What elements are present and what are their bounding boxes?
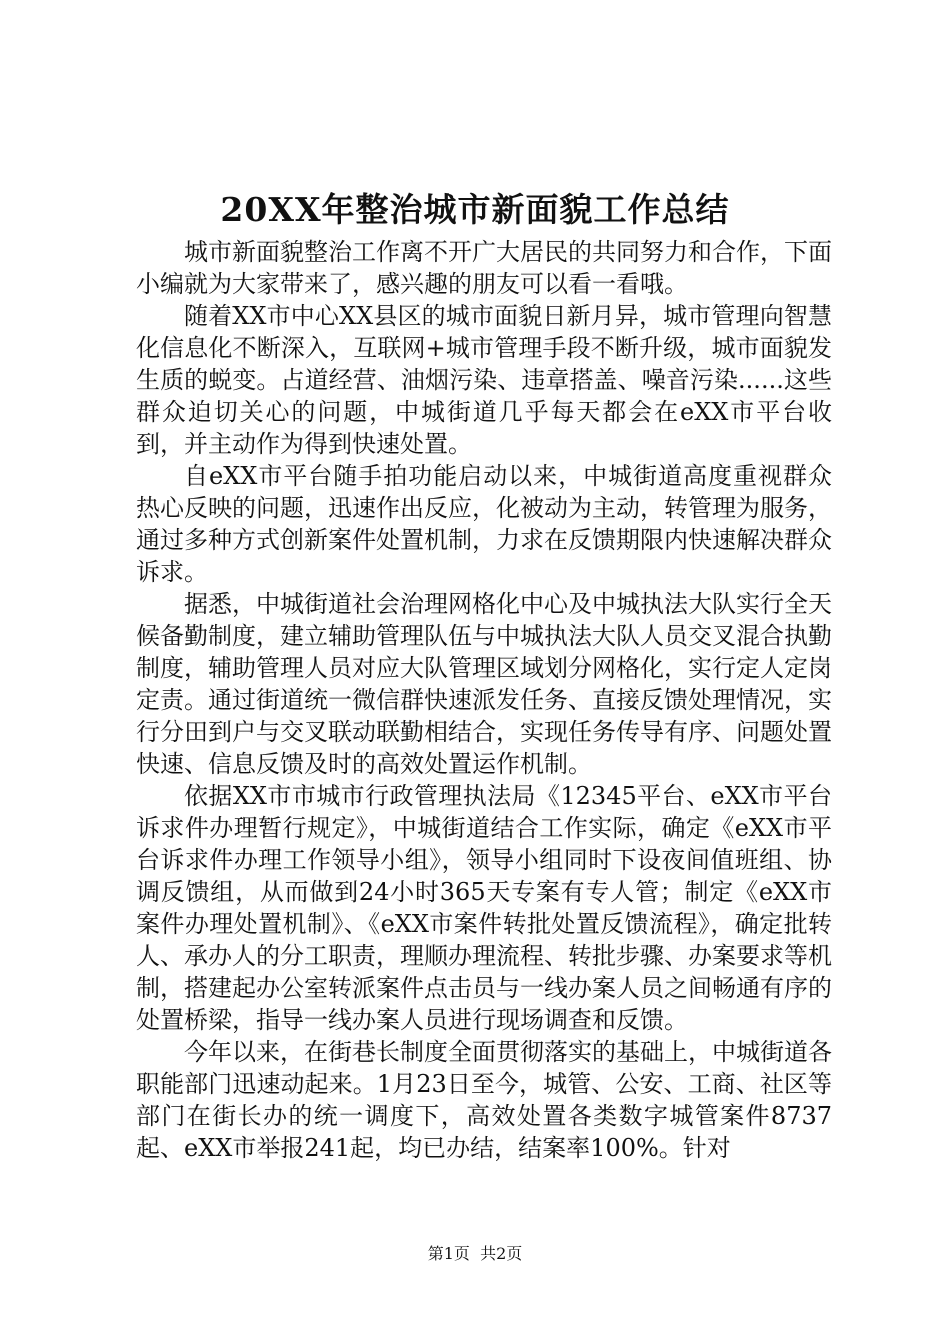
- paragraph-platform-launch: 自eXX市平台随手拍功能启动以来，中城街道高度重视群众热心反映的问题，迅速作出反应，化被动为主动，转管理为服务，通过多种方式创新案件处置机制，力求在反馈期限内快速解决群众诉求。: [136, 462, 832, 586]
- paragraph-regulations: 依据XX市市城市行政管理执法局《12345平台、eXX市平台诉求件办理暂行规定》，中城街道结合工作实际，确定《eXX市平台诉求件办理工作领导小组》，领导小组同时下设夜间值班组、协调反馈组，从而做到24小时365天专案有专人管；制定《eXX市案件办理处置机制》、《eXX市案件转批处置反馈流程》，确定批转人、承办人的分工职责，理顺办理流程、转批步骤、办案要求等机制，搭建起办公室转派案件点击员与一线办案人员之间畅通有序的处置桥梁，指导一线办案人员进行现场调查和反馈。: [136, 782, 832, 1034]
- page-number-footer: 第1页 共2页: [427, 1244, 523, 1263]
- paragraph-city-appearance: 随着XX市中心XX县区的城市面貌日新月异，城市管理向智慧化信息化不断深入，互联网+城市管理手段不断升级，城市面貌发生质的蜕变。占道经营、油烟污染、违章搭盖、噪音污染......这些群众迫切关心的问题，中城街道几乎每天都会在eXX市平台收到，并主动作为得到快速处置。: [136, 302, 832, 458]
- document-body: [136, 236, 832, 1164]
- paragraph-intro: 城市新面貌整治工作离不开广大居民的共同努力和合作，下面小编就为大家带来了，感兴趣的朋友可以看一看哦。: [136, 238, 832, 298]
- document-title: 20XX年整治城市新面貌工作总结: [220, 190, 730, 229]
- paragraph-this-year: 今年以来，在街巷长制度全面贯彻落实的基础上，中城街道各职能部门迅速动起来。1月23日至今，城管、公安、工商、社区等部门在街长办的统一调度下，高效处置各类数字城管案件8737起、eXX市举报241起，均已办结，结案率100%。针对: [136, 1038, 832, 1162]
- paragraph-duty-system: 据悉，中城街道社会治理网格化中心及中城执法大队实行全天候备勤制度，建立辅助管理队伍与中城执法大队人员交叉混合执勤制度，辅助管理人员对应大队管理区域划分网格化，实行定人定岗定责。通过街道统一微信群快速派发任务、直接反馈处理情况，实行分田到户与交叉联动联勤相结合，实现任务传导有序、问题处置快速、信息反馈及时的高效处置运作机制。: [136, 590, 832, 778]
